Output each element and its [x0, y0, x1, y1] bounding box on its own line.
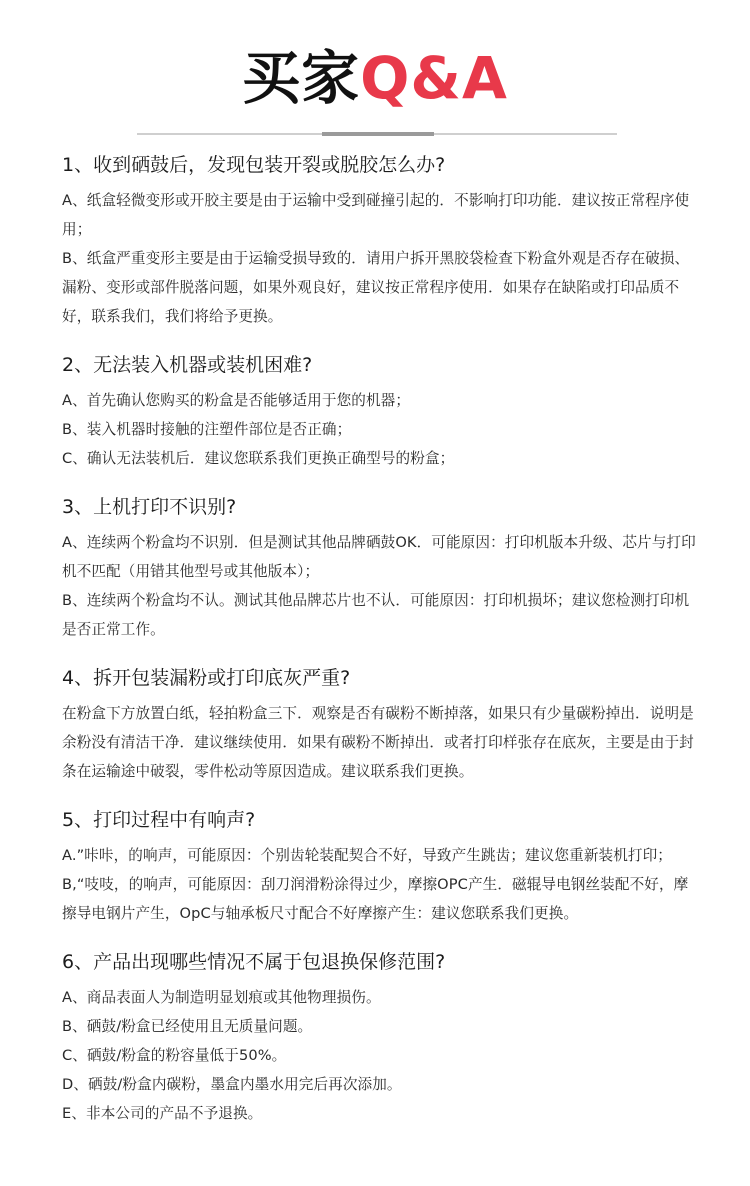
- faq-answer: D、硒鼓/粉盒内碳粉，墨盒内墨水用完后再次添加。: [62, 1076, 402, 1093]
- faq-question: 6、产品出现哪些情况不属于包退换保修范围?: [62, 951, 446, 973]
- faq-answer: B、装入机器时接触的注塑件部位是否正确；: [62, 421, 352, 438]
- faq-answer: E、非本公司的产品不予退换。: [62, 1105, 263, 1122]
- faq-question: 5、打印过程中有响声?: [62, 809, 256, 831]
- faq-question: 1、收到硒鼓后，发现包装开裂或脱胶怎么办?: [62, 154, 446, 176]
- page-title-en: Q&A: [360, 44, 508, 112]
- faq-question: 4、拆开包装漏粉或打印底灰严重?: [62, 667, 351, 689]
- faq-item-2: [62, 350, 702, 473]
- faq-item-4: [62, 663, 702, 786]
- faq-answer: B、纸盒严重变形主要是由于运输受损导致的．请用户拆开黑胶袋检查下粉盒外观是否存在破损、漏粉、变形或部件脱落问题，如果外观良好，建议按正常程序使用．如果存在缺陷或打印品质不好，联系我们，我们将给予更换。: [62, 250, 690, 325]
- faq-answer: B、连续两个粉盒均不认。测试其他品牌芯片也不认．可能原因：打印机损坏；建议您检测打印机是否正常工作。: [62, 592, 690, 638]
- faq-answer: 在粉盒下方放置白纸，轻拍粉盒三下．观察是否有碳粉不断掉落，如果只有少量碳粉掉出．说明是余粉没有清洁干净．建议继续使用．如果有碳粉不断掉出．或者打印样张存在底灰，主要是由于封条在运输途中破裂，零件松动等原因造成。建议联系我们更换。: [62, 705, 694, 780]
- faq-answer: A、商品表面人为制造明显划痕或其他物理损伤。: [62, 989, 381, 1006]
- faq-question: 3、上机打印不识别?: [62, 496, 237, 518]
- faq-answer: C、确认无法装机后．建议您联系我们更换正确型号的粉盒；: [62, 450, 455, 467]
- faq-answer: A、连续两个粉盒均不识别．但是测试其他品牌硒鼓OK．可能原因：打印机版本升级、芯片与打印机不匹配（用错其他型号或其他版本）；: [62, 534, 696, 580]
- faq-answer: B、硒鼓/粉盒已经使用且无质量问题。: [62, 1018, 313, 1035]
- faq-list: [62, 150, 702, 1147]
- faq-answer: B,“吱吱，的响声，可能原因：刮刀润滑粉涂得过少，摩擦OPC产生．磁辊导电钢丝装配不好，摩擦导电钢片产生，OpC与轴承板尺寸配合不好摩擦产生：建议您联系我们更换。: [62, 876, 689, 922]
- page-title-cn: 买家: [242, 44, 361, 112]
- faq-item-6: [62, 947, 702, 1128]
- faq-item-1: [62, 150, 702, 331]
- faq-item-3: [62, 492, 702, 644]
- faq-question: 2、无法装入机器或装机困难?: [62, 354, 313, 376]
- faq-answer: A、纸盒轻微变形或开胶主要是由于运输中受到碰撞引起的．不影响打印功能．建议按正常程序使用；: [62, 192, 690, 238]
- page-title: [0, 38, 750, 118]
- title-divider-accent: [322, 132, 434, 136]
- faq-answer: A.”咔咔，的响声，可能原因：个别齿轮装配契合不好，导致产生跳齿；建议您重新装机打印；: [62, 847, 672, 864]
- title-divider: [137, 133, 617, 135]
- faq-answer: A、首先确认您购买的粉盒是否能够适用于您的机器；: [62, 392, 411, 409]
- faq-item-5: [62, 805, 702, 928]
- faq-answer: C、硒鼓/粉盒的粉容量低于50%。: [62, 1047, 287, 1064]
